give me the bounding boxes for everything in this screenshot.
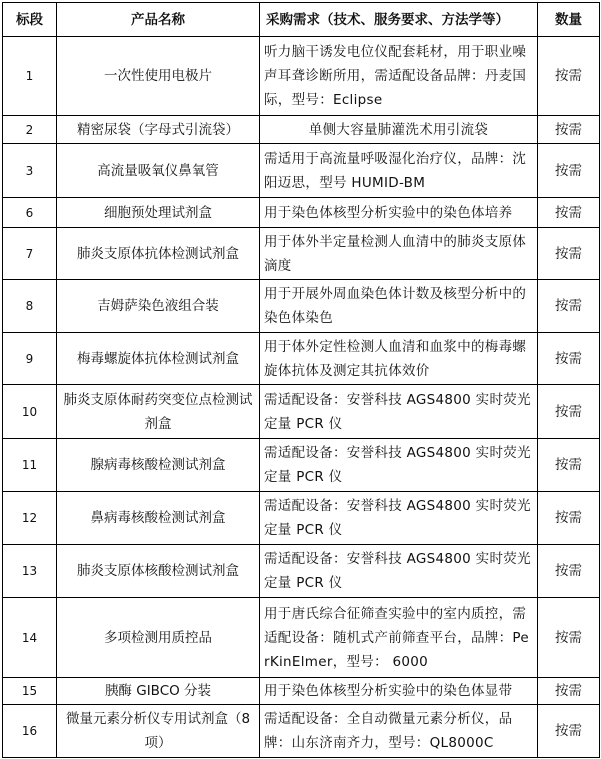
cell-requirement: 用于唐氏综合征筛查实验中的室内质控，需适配设备：随机式产前筛查平台，品牌：PerKinElmer，型号： 6000 [260, 598, 538, 678]
cell-requirement: 需适配设备：全自动微量元素分析仪，品牌：山东济南齐力，型号：QL8000C [260, 705, 538, 758]
cell-qty: 按需 [538, 598, 600, 678]
cell-name: 多项检测用质控品 [57, 598, 260, 678]
cell-qty: 按需 [538, 116, 600, 144]
cell-name: 细胞预处理试剂盒 [57, 198, 260, 228]
cell-qty: 按需 [538, 144, 600, 198]
table-row [3, 280, 600, 333]
cell-no: 2 [3, 116, 57, 144]
cell-name: 精密尿袋（字母式引流袋） [57, 116, 260, 144]
cell-name: 肺炎支原体耐药突变位点检测试剂盒 [57, 385, 260, 439]
header-name: 产品名称 [57, 3, 260, 37]
cell-name: 肺炎支原体核酸检测试剂盒 [57, 545, 260, 598]
table-row [3, 598, 600, 678]
cell-name: 吉姆萨染色液组合装 [57, 280, 260, 333]
cell-no: 16 [3, 705, 57, 758]
cell-requirement: 单侧大容量肺灌洗术用引流袋 [260, 116, 538, 144]
cell-name: 胰酶 GIBCO 分装 [57, 678, 260, 705]
cell-no: 9 [3, 333, 57, 385]
cell-no: 6 [3, 198, 57, 228]
cell-qty: 按需 [538, 678, 600, 705]
cell-name: 鼻病毒核酸检测试剂盒 [57, 492, 260, 545]
cell-qty: 按需 [538, 439, 600, 492]
cell-no: 3 [3, 144, 57, 198]
header-row [3, 3, 600, 37]
cell-qty: 按需 [538, 545, 600, 598]
cell-name: 一次性使用电极片 [57, 37, 260, 116]
cell-name: 高流量吸氧仪鼻氧管 [57, 144, 260, 198]
cell-no: 11 [3, 439, 57, 492]
table-row [3, 333, 600, 385]
table-row [3, 678, 600, 705]
cell-no: 15 [3, 678, 57, 705]
table-row [3, 228, 600, 280]
cell-no: 13 [3, 545, 57, 598]
table-row [3, 37, 600, 116]
cell-requirement: 用于染色体核型分析实验中的染色体显带 [260, 678, 538, 705]
cell-name: 梅毒螺旋体抗体检测试剂盒 [57, 333, 260, 385]
table-row [3, 705, 600, 758]
cell-name: 肺炎支原体抗体检测试剂盒 [57, 228, 260, 280]
cell-no: 14 [3, 598, 57, 678]
cell-name: 腺病毒核酸检测试剂盒 [57, 439, 260, 492]
cell-requirement: 需适配设备：安誉科技 AGS4800 实时荧光定量 PCR 仪 [260, 545, 538, 598]
header-requirement: 采购需求（技术、服务要求、方法学等） [260, 3, 538, 37]
cell-qty: 按需 [538, 198, 600, 228]
table-row [3, 116, 600, 144]
cell-requirement: 用于体外定性检测人血清和血浆中的梅毒螺旋体抗体及测定其抗体效价 [260, 333, 538, 385]
cell-qty: 按需 [538, 705, 600, 758]
table-row [3, 545, 600, 598]
cell-qty: 按需 [538, 280, 600, 333]
cell-qty: 按需 [538, 37, 600, 116]
cell-qty: 按需 [538, 385, 600, 439]
cell-no: 12 [3, 492, 57, 545]
cell-no: 8 [3, 280, 57, 333]
cell-name: 微量元素分析仪专用试剂盒（8 项） [57, 705, 260, 758]
table-row [3, 144, 600, 198]
cell-qty: 按需 [538, 228, 600, 280]
procurement-table-container [2, 2, 600, 758]
cell-no: 7 [3, 228, 57, 280]
table-row [3, 439, 600, 492]
cell-requirement: 需适配设备：安誉科技 AGS4800 实时荧光定量 PCR 仪 [260, 439, 538, 492]
cell-requirement: 听力脑干诱发电位仪配套耗材，用于职业噪声耳聋诊断所用，需适配设备品牌：丹麦国际，型号：Eclipse [260, 37, 538, 116]
cell-requirement: 需适配设备：安誉科技 AGS4800 实时荧光定量 PCR 仪 [260, 492, 538, 545]
table-row [3, 198, 600, 228]
procurement-table [2, 2, 600, 758]
table-row [3, 385, 600, 439]
cell-no: 1 [3, 37, 57, 116]
cell-qty: 按需 [538, 492, 600, 545]
header-qty: 数量 [538, 3, 600, 37]
cell-requirement: 需适配设备：安誉科技 AGS4800 实时荧光定量 PCR 仪 [260, 385, 538, 439]
cell-qty: 按需 [538, 333, 600, 385]
table-row [3, 492, 600, 545]
cell-requirement: 需适用于高流量呼吸湿化治疗仪，品牌：沈阳迈思，型号 HUMID-BM [260, 144, 538, 198]
cell-requirement: 用于开展外周血染色体计数及核型分析中的染色体染色 [260, 280, 538, 333]
cell-requirement: 用于染色体核型分析实验中的染色体培养 [260, 198, 538, 228]
header-no: 标段 [3, 3, 57, 37]
cell-no: 10 [3, 385, 57, 439]
cell-requirement: 用于体外半定量检测人血清中的肺炎支原体滴度 [260, 228, 538, 280]
